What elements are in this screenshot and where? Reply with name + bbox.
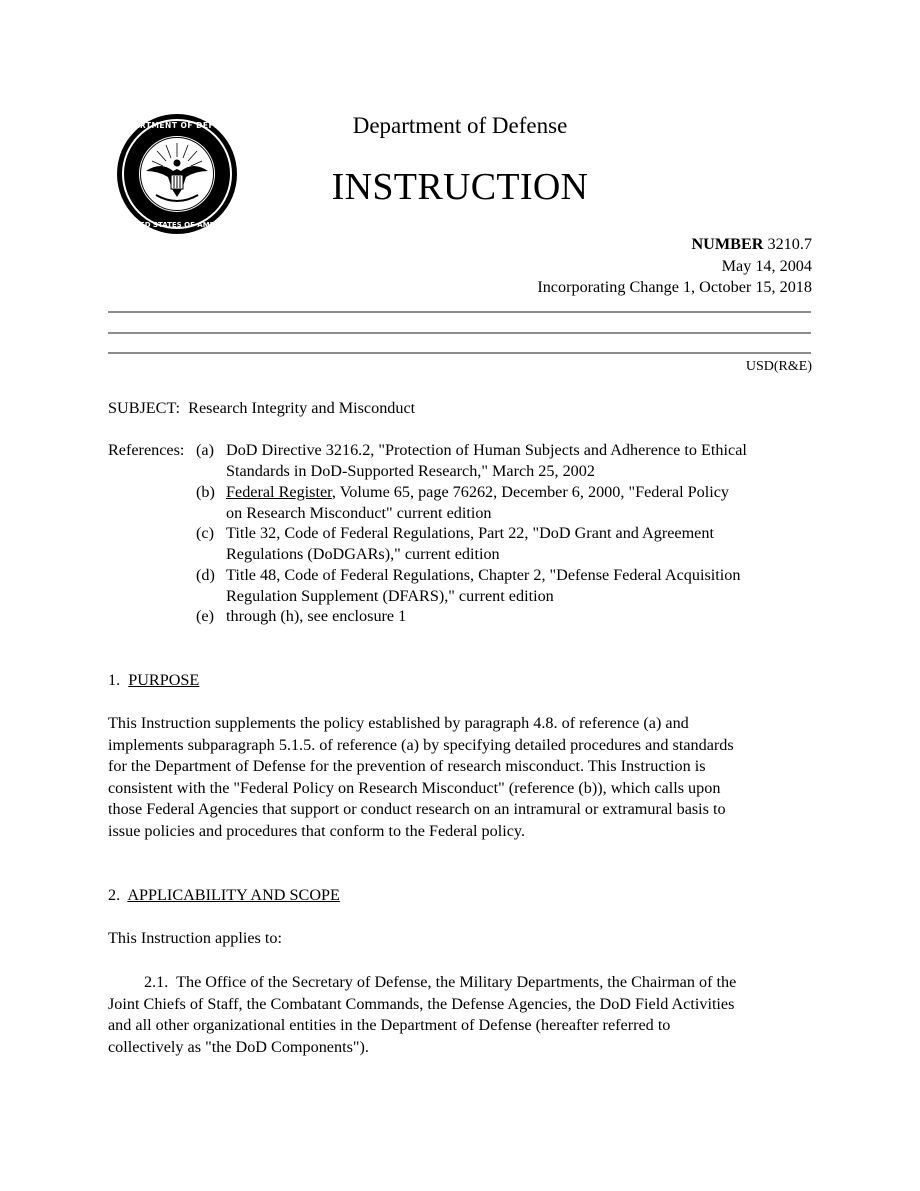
header-rule-3: [108, 352, 811, 354]
section-purpose-heading: 1. PURPOSE: [108, 671, 200, 689]
header-rule-2: [108, 332, 811, 334]
paragraph-2-1-number: 2.1.: [144, 973, 169, 991]
number-label: NUMBER: [691, 235, 764, 253]
reference-b-line-2: on Research Misconduct" current edition: [226, 504, 492, 522]
reference-c-line-2: Regulations (DoDGARs)," current edition: [226, 545, 500, 563]
purpose-paragraph: This Instruction supplements the policy established by paragraph 4.8. of reference (a) and implements subparagraph 5.1.5. of reference (a) by specifying detailed procedures and standards for the Department of Defense for the prevention of research misconduct. This Instruction is consistent with the "Federal Policy on Research Misconduct" (reference (b)), which calls upon those Federal Agencies that support or conduct research on an intramural or extramural basis to issue policies and procedures that conform to the Federal policy.: [108, 714, 734, 840]
applicability-intro: This Instruction applies to:: [108, 929, 282, 947]
organization-name: Department of Defense: [352, 113, 568, 138]
reference-d-line-1: Title 48, Code of Federal Regulations, Chapter 2, "Defense Federal Acquisition: [226, 566, 741, 584]
document-date: May 14, 2004: [721, 257, 812, 275]
header-rule-1: [108, 311, 811, 313]
section-applicability-heading: 2. APPLICABILITY AND SCOPE: [108, 886, 340, 904]
reference-c-line-1: Title 32, Code of Federal Regulations, Part 22, "DoD Grant and Agreement: [226, 524, 714, 542]
paragraph-2-1: 2.1. The Office of the Secretary of Defense, the Military Departments, the Chairman of the Joint Chiefs of Staff, the Combatant Commands, the Defense Agencies, the DoD Field Activities and all other organizational entities in the Department of Defense (hereafter referred to collectively as "the DoD Components").: [108, 973, 737, 1056]
svg-text:UNITED STATES OF AMERICA: UNITED STATES OF AMERICA: [120, 221, 234, 229]
reference-mark-a: (a): [196, 441, 214, 459]
references-label: References:: [108, 441, 185, 459]
svg-text:DEPARTMENT OF DEFENSE: DEPARTMENT OF DEFENSE: [116, 121, 238, 130]
subject-line: [108, 399, 415, 418]
reference-a-line-1: DoD Directive 3216.2, "Protection of Human Subjects and Adherence to Ethical: [226, 441, 747, 459]
reference-mark-b: (b): [196, 483, 215, 501]
reference-e-line-1: through (h), see enclosure 1: [226, 607, 407, 625]
change-notice: Incorporating Change 1, October 15, 2018: [537, 278, 812, 296]
document-type-title: INSTRUCTION: [331, 166, 589, 208]
reference-b-line-1: Federal Register, Volume 65, page 76262, December 6, 2000, "Federal Policy: [226, 483, 730, 501]
subject-text: Research Integrity and Misconduct: [188, 399, 416, 417]
document-number: [691, 235, 812, 254]
reference-d-line-2: Regulation Supplement (DFARS)," current edition: [226, 587, 554, 605]
number-value: 3210.7: [767, 235, 812, 253]
reference-mark-d: (d): [196, 566, 215, 584]
reference-mark-e: (e): [196, 607, 214, 625]
subject-label: SUBJECT:: [108, 399, 181, 417]
reference-mark-c: (c): [196, 524, 214, 542]
office-of-primary-responsibility: USD(R&E): [745, 359, 812, 374]
reference-a-line-2: Standards in DoD-Supported Research," March 25, 2002: [226, 462, 595, 480]
reference-b-title: Federal Register: [226, 483, 332, 501]
